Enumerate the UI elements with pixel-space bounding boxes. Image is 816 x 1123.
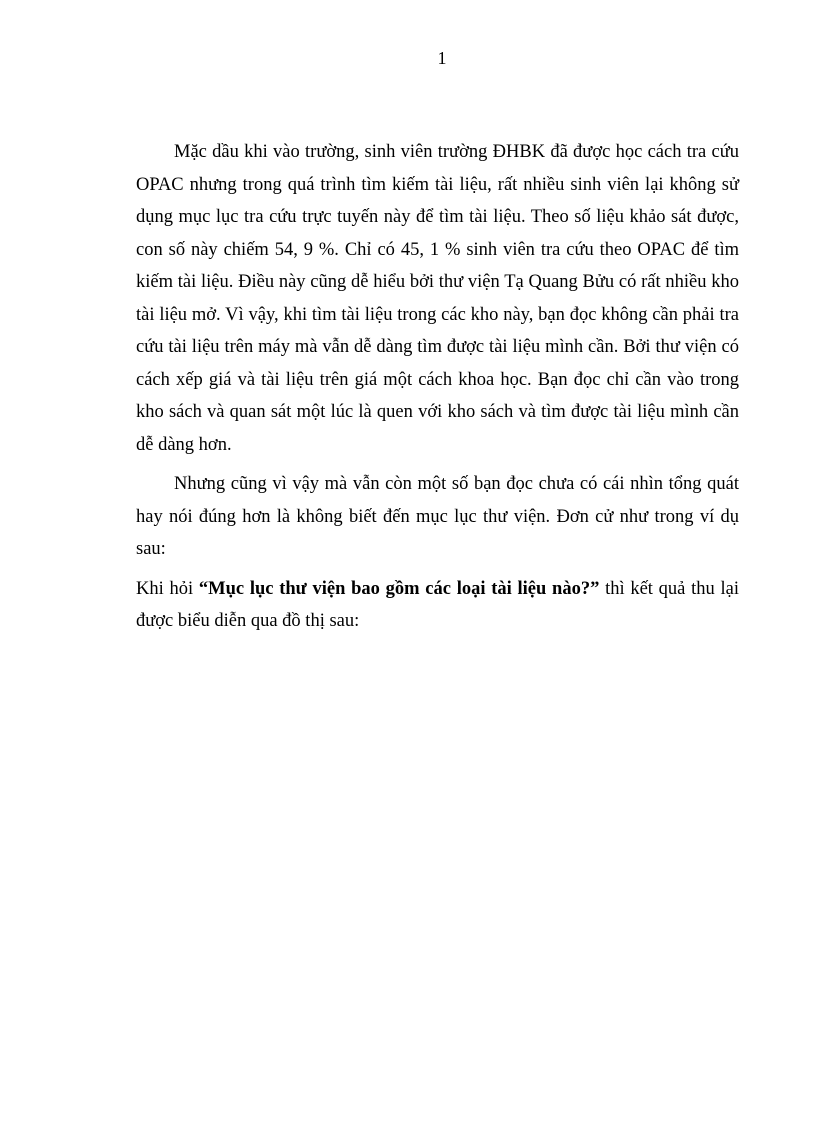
paragraph-question: [136, 573, 739, 638]
document-body: [136, 136, 739, 645]
paragraph-survey-results: Mặc dầu khi vào trường, sinh viên trường ĐHBK đã được học cách tra cứu OPAC nhưng trong quá trình tìm kiếm tài liệu, rất nhiều sinh viên lại không sử dụng mục lục tra cứu trực tuyến này để tìm tài liệu. Theo số liệu khảo sát được, con số này chiếm 54, 9 %. Chỉ có 45, 1 % sinh viên tra cứu theo OPAC để tìm kiếm tài liệu. Điều này cũng dễ hiểu bởi thư viện Tạ Quang Bửu có rất nhiều kho tài liệu mở. Vì vậy, khi tìm tài liệu trong các kho này, bạn đọc không cần phải tra cứu tài liệu trên máy mà vẫn dễ dàng tìm được tài liệu mình cần. Bởi thư viện có cách xếp giá và tài liệu trên giá một cách khoa học. Bạn đọc chỉ cần vào trong kho sách và quan sát một lúc là quen với kho sách và tìm được tài liệu mình cần dễ dàng hơn.: [136, 142, 739, 455]
question-prefix: Khi hỏi: [136, 578, 199, 599]
paragraph-library-catalog: Nhưng cũng vì vậy mà vẫn còn một số bạn đọc chưa có cái nhìn tổng quát hay nói đúng hơn là không biết đến mục lục thư viện. Đơn cử như trong ví dụ sau:: [136, 474, 739, 559]
question-text: “Mục lục thư viện bao gồm các loại tài liệu nào?”: [198, 578, 600, 599]
question-suffix: thì kết quả thu lại được biểu diễn qua đồ thị sau:: [136, 578, 739, 631]
page-number: 1: [437, 48, 447, 68]
